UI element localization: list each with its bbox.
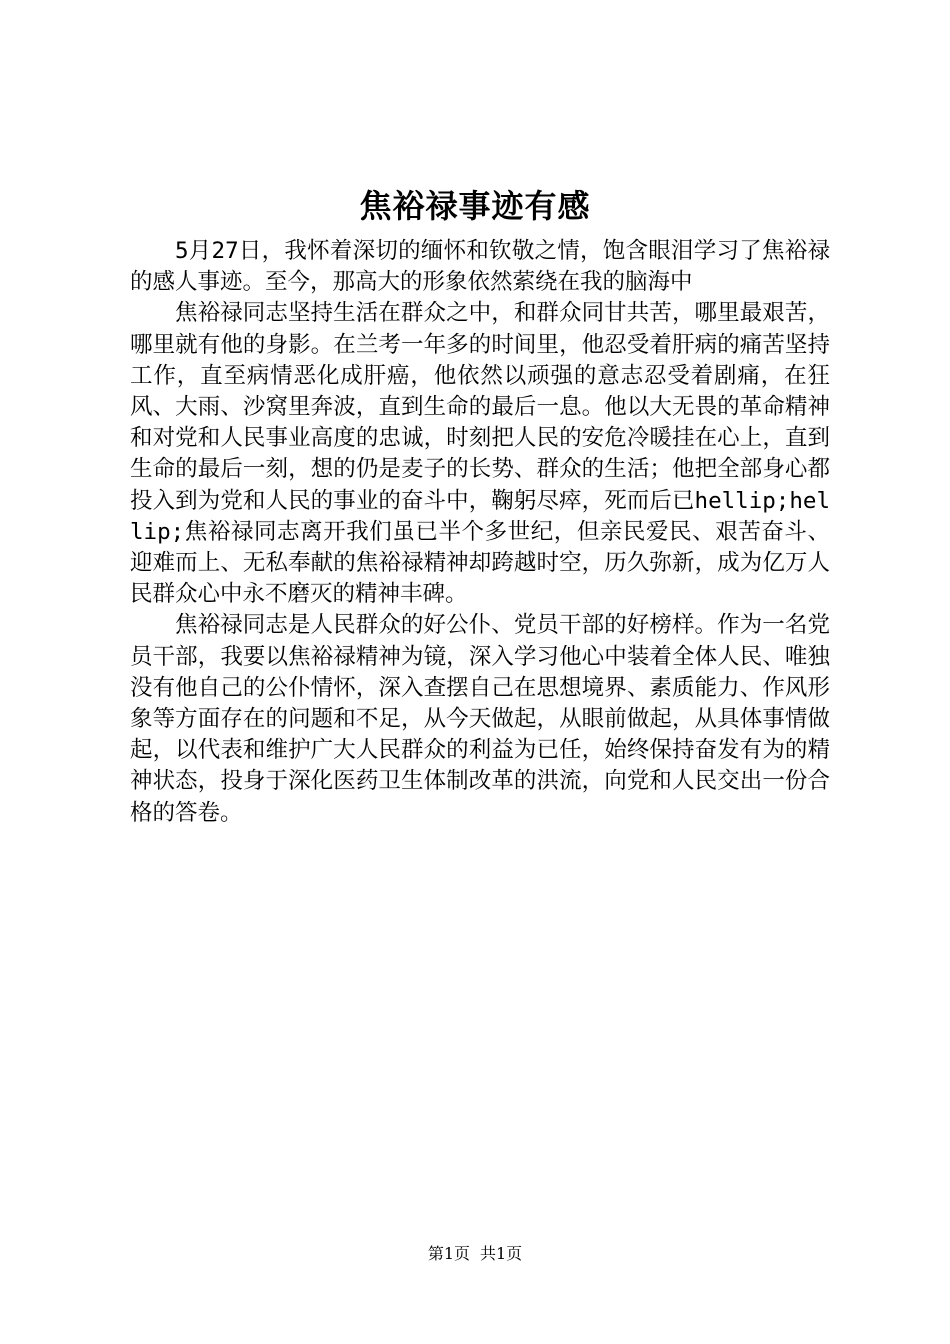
paragraph-3: 焦裕禄同志是人民群众的好公仆、党员干部的好榜样。作为一名党员干部，我要以焦裕禄精神为镜，深入学习他心中装着全体人民、唯独没有他自己的公仆情怀，深入查摆自己在思想境界、素质能力、作风形象等方面存在的问题和不足，从今天做起，从眼前做起，从具体事情做起，以代表和维护广大人民群众的利益为已任，始终保持奋发有为的精神状态，投身于深化医药卫生体制改革的洪流，向党和人民交出一份合格的答卷。: [130, 612, 830, 826]
page-number: 第1页: [427, 1244, 470, 1263]
paragraph-2: 焦裕禄同志坚持生活在群众之中，和群众同甘共苦，哪里最艰苦，哪里就有他的身影。在兰考一年多的时间里，他忍受着肝病的痛苦坚持工作，直至病情恶化成肝癌，他依然以顽强的意志忍受着剧痛，在狂风、大雨、沙窝里奔波，直到生命的最后一息。他以大无畏的革命精神和对党和人民事业高度的忠诚，时刻把人民的安危冷暖挂在心上，直到生命的最后一刻，想的仍是麦子的长势、群众的生活；他把全部身心都投入到为党和人民的事业的奋斗中，鞠躬尽瘁，死而后已hellip;hellip;焦裕禄同志离开我们虽已半个多世纪，但亲民爱民、艰苦奋斗、迎难而上、无私奉献的焦裕禄精神却跨越时空，历久弥新，成为亿万人民群众心中永不磨灭的精神丰碑。: [130, 300, 830, 608]
paragraph-1: 5月27日，我怀着深切的缅怀和钦敬之情，饱含眼泪学习了焦裕禄的感人事迹。至今，那高大的形象依然萦绕在我的脑海中: [130, 238, 830, 296]
page-footer: [0, 1242, 950, 1266]
page-total: 共1页: [480, 1244, 523, 1263]
document-title: 焦裕禄事迹有感: [359, 187, 591, 225]
document-body: [130, 236, 830, 829]
